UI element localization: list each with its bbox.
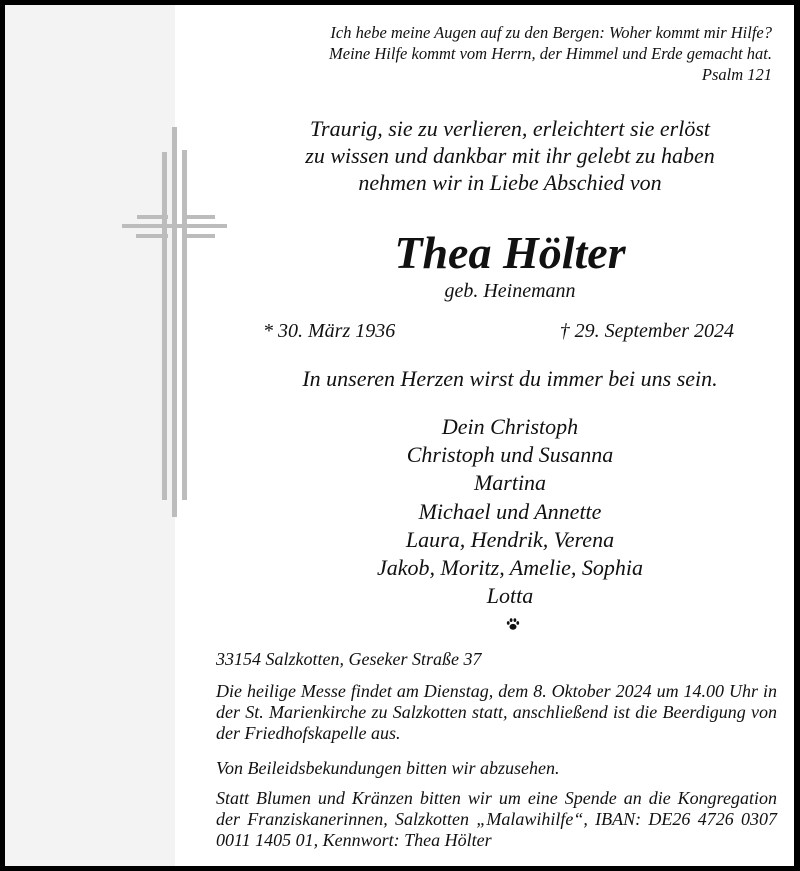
mourners-list [250,413,770,639]
paw-icon [506,617,520,631]
address: 33154 Salzkotten, Geseker Straße 37 [216,649,482,669]
maiden-name: geb. Heinemann [444,280,576,302]
verse-line: Meine Hilfe kommt vom Herrn, der Himmel und Erde gemacht hat. [329,44,772,63]
mourner: Martina [473,470,547,496]
mourner-with-pet [250,582,770,638]
intro-line: nehmen wir in Liebe Abschied von [358,170,662,195]
cross-icon [5,5,245,545]
birth-date: * 30. März 1936 [263,320,396,342]
mourner: Christoph und Susanna [406,442,614,468]
intro-text [250,115,770,196]
deceased-name: Thea Hölter [394,227,626,278]
mourner: Jakob, Moritz, Amelie, Sophia [377,555,643,581]
intro-line: Traurig, sie zu verlieren, erleichtert sie erlöst [309,116,711,141]
verse-line: Ich hebe meine Augen auf zu den Bergen: Woher kommt mir Hilfe? [330,23,772,42]
condolence-notice: Von Beileidsbekundungen bitten wir abzusehen. [216,758,560,778]
mourner: Lotta [486,583,534,609]
mourner: Dein Christoph [441,414,579,439]
obituary-card [5,5,794,866]
psalm-verse [329,22,772,85]
mass-notice: Die heilige Messe findet am Dienstag, dem 8. Oktober 2024 um 14.00 Uhr in der St. Marienkirche zu Salzkotten statt, anschließend ist die Beerdigung von der Friedhofskapelle aus. [216,681,777,743]
death-date: † 29. September 2024 [559,320,734,342]
donation-notice: Statt Blumen und Kränzen bitten wir um eine Spende an die Kongregation der Franziskanerinnen, Salzkotten „Malawihilfe“, IBAN: DE26 4726 0307 0011 1405 01, Kennwort: Thea Hölter [216,788,777,850]
verse-source: Psalm 121 [701,65,772,84]
motto: In unseren Herzen wirst du immer bei uns sein. [302,366,718,391]
mourner: Michael und Annette [418,498,602,524]
intro-line: zu wissen und dankbar mit ihr gelebt zu haben [305,143,715,168]
mourner: Laura, Hendrik, Verena [405,526,615,552]
